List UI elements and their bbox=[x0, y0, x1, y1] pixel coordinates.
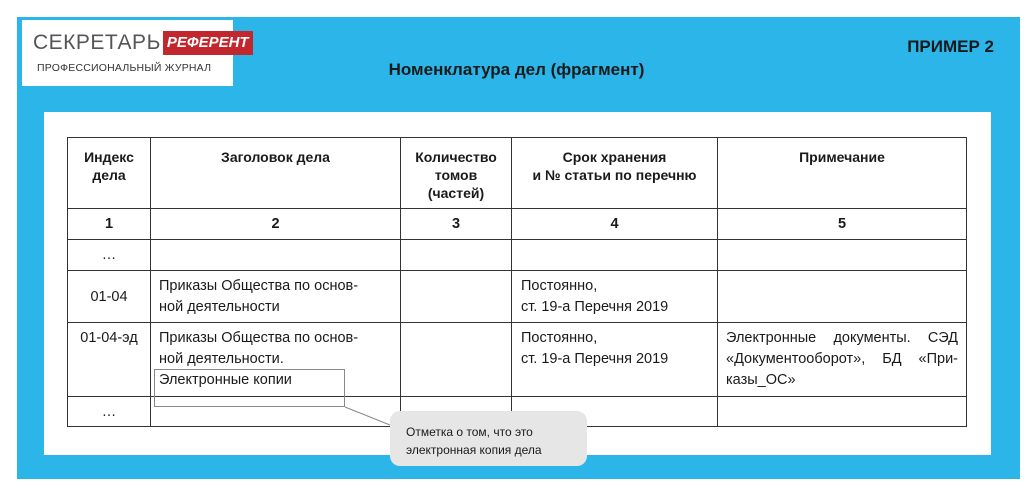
header-volumes bbox=[401, 138, 512, 209]
row-note-line: Электронные документы. СЭД bbox=[726, 330, 958, 346]
logo-wordmark bbox=[33, 31, 253, 55]
empty-cell bbox=[151, 240, 401, 271]
col-number-3: 3 bbox=[401, 209, 512, 240]
header-volumes-line1: Количество bbox=[415, 149, 497, 165]
row-note-line: казы_ОС» bbox=[726, 372, 796, 388]
callout-line-2: электронная копия дела bbox=[406, 443, 542, 457]
empty-cell bbox=[718, 240, 967, 271]
header-index bbox=[68, 138, 151, 209]
col-number-2: 2 bbox=[151, 209, 401, 240]
header-volumes-line3: (частей) bbox=[427, 185, 485, 201]
table-row bbox=[68, 271, 967, 323]
col-number-1: 1 bbox=[68, 209, 151, 240]
header-storage-line1: Срок хранения bbox=[562, 149, 667, 165]
row-heading bbox=[151, 271, 401, 323]
empty-cell bbox=[718, 397, 967, 427]
callout-line-1: Отметка о том, что это bbox=[406, 425, 533, 439]
row-storage-line: Постоянно, bbox=[521, 330, 598, 346]
row-storage-line: ст. 19-а Перечня 2019 bbox=[521, 299, 669, 315]
callout-note bbox=[390, 411, 587, 466]
row-storage bbox=[512, 271, 718, 323]
header-storage bbox=[512, 138, 718, 209]
row-volumes bbox=[401, 323, 512, 397]
header-storage-line2: и № статьи по перечню bbox=[532, 167, 697, 183]
header-row bbox=[68, 138, 967, 209]
row-heading-line: Приказы Общества по основ- bbox=[159, 278, 359, 294]
example-label: ПРИМЕР 2 bbox=[907, 37, 994, 56]
annotation-highlight-box bbox=[154, 369, 345, 407]
table-row-ellipsis-top bbox=[68, 240, 967, 271]
column-number-row bbox=[68, 209, 967, 240]
row-index: 01-04 bbox=[68, 271, 151, 323]
col-number-5: 5 bbox=[718, 209, 967, 240]
header-note-text: Примечание bbox=[799, 149, 885, 165]
logo-word-secretary: СЕКРЕТАРЬ bbox=[33, 31, 161, 54]
row-storage-line: Постоянно, bbox=[521, 278, 598, 294]
row-storage bbox=[512, 323, 718, 397]
ellipsis-cell: … bbox=[68, 240, 151, 271]
row-heading-line: ной деятельности bbox=[159, 299, 280, 315]
page-title: Номенклатура дел (фрагмент) bbox=[388, 60, 645, 79]
row-index: 01-04-эд bbox=[68, 323, 151, 397]
col-number-4: 4 bbox=[512, 209, 718, 240]
empty-cell bbox=[401, 240, 512, 271]
header-volumes-line2: томов bbox=[434, 167, 478, 183]
logo-subtitle: ПРОФЕССИОНАЛЬНЫЙ ЖУРНАЛ bbox=[37, 62, 212, 74]
row-note-line: «Документооборот», БД «При- bbox=[726, 351, 958, 367]
empty-cell bbox=[512, 240, 718, 271]
row-storage-line: ст. 19-а Перечня 2019 bbox=[521, 351, 669, 367]
header-note bbox=[718, 138, 967, 209]
row-heading-electronic-copies: Электронные копии bbox=[159, 372, 292, 388]
row-heading-line: ной деятельности. bbox=[159, 351, 284, 367]
ellipsis-cell: … bbox=[68, 397, 151, 427]
logo-word-referent: РЕФЕРЕНТ bbox=[163, 31, 253, 55]
row-heading-line: Приказы Общества по основ- bbox=[159, 330, 359, 346]
row-note bbox=[718, 323, 967, 397]
header-index-line2: дела bbox=[92, 167, 126, 183]
header-heading-text: Заголовок дела bbox=[221, 149, 330, 165]
header-heading bbox=[151, 138, 401, 209]
row-note bbox=[718, 271, 967, 323]
header-index-line1: Индекс bbox=[84, 149, 134, 165]
row-volumes bbox=[401, 271, 512, 323]
